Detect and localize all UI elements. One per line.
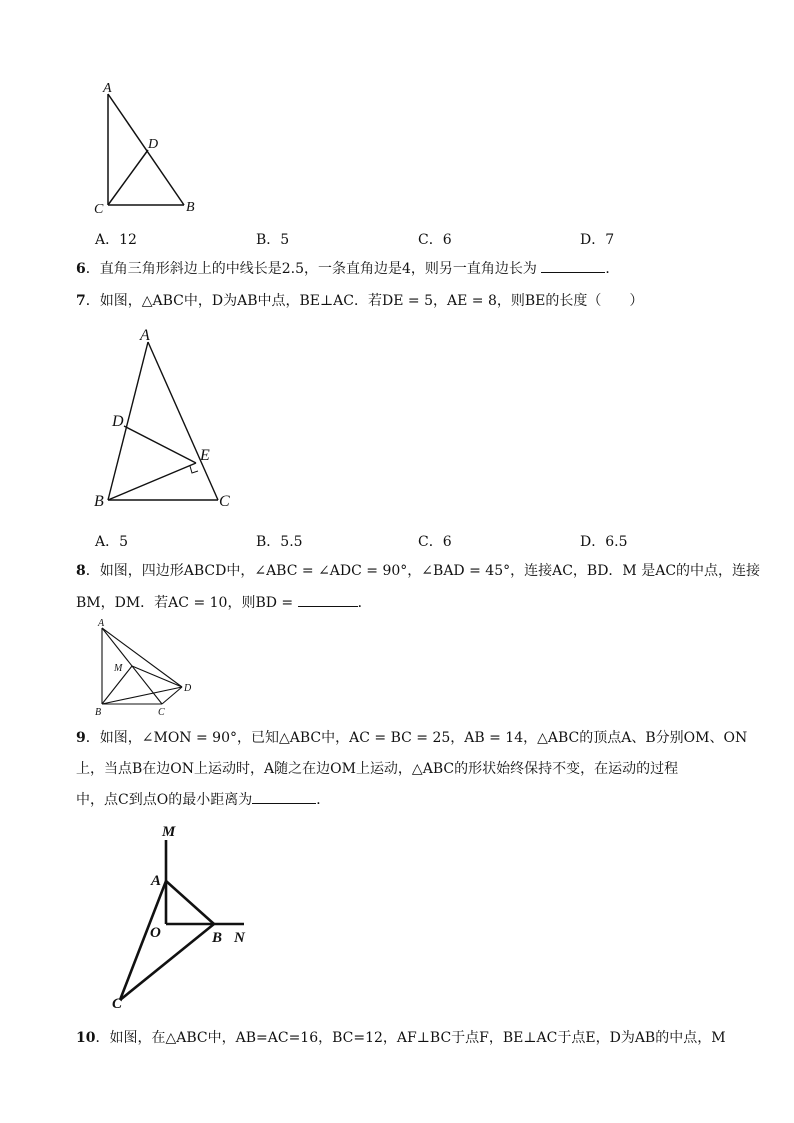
question-number: 6 (76, 261, 86, 277)
question-number: 7 (76, 293, 86, 309)
quadrilateral-diagram-q8 (88, 616, 208, 720)
label-a: A (140, 327, 150, 344)
answer-blank[interactable] (252, 789, 316, 804)
label-a: A (103, 81, 112, 96)
question-9-line-2 (76, 759, 678, 779)
triangle-diagram-q7 (88, 322, 248, 514)
question-10 (76, 1028, 726, 1048)
triangle-diagram-q5 (88, 78, 208, 218)
question-number: 10 (76, 1030, 96, 1046)
figure-q8 (88, 616, 208, 720)
label-b: B (186, 200, 195, 215)
q7-option-b[interactable]: B．5.5 (256, 534, 303, 550)
question-text: BM，DM．若AC = 10，则BD = (76, 595, 294, 611)
label-c: C (158, 707, 165, 718)
question-8-line-1 (76, 561, 760, 581)
q7-option-c[interactable]: C．6 (418, 534, 452, 550)
label-b: B (94, 493, 104, 510)
label-c: C (219, 493, 230, 510)
question-9-line-3 (76, 789, 330, 810)
label-b: B (95, 707, 102, 718)
label-m: M (114, 663, 123, 674)
question-6 (76, 258, 619, 279)
q7-option-d[interactable]: D．6.5 (580, 534, 628, 550)
q5-option-a[interactable]: A．12 (95, 232, 137, 248)
label-c: C (112, 996, 123, 1012)
question-text: 上，当点B在边ON上运动时，A随之在边OM上运动，△ABC的形状始终保持不变，在运动的过程 (76, 761, 679, 777)
label-e: E (200, 447, 210, 464)
figure-q9 (100, 818, 270, 1010)
question-end: ． (357, 595, 372, 611)
question-number: 9 (76, 730, 86, 746)
label-a: A (98, 618, 105, 629)
label-d: D (112, 413, 124, 430)
figure-q7 (88, 322, 248, 514)
question-text: 中，点C到点O的最小距离为 (76, 792, 253, 808)
q5-option-b[interactable]: B．5 (256, 232, 290, 248)
q5-option-d[interactable]: D．7 (580, 232, 615, 248)
answer-blank[interactable] (541, 258, 605, 273)
q7-option-a[interactable]: A．5 (95, 534, 129, 550)
moving-triangle-diagram-q9 (100, 818, 270, 1010)
question-number: 8 (76, 563, 86, 579)
label-b: B (212, 930, 223, 946)
label-o: O (150, 925, 161, 941)
label-n: N (234, 930, 245, 946)
label-d: D (148, 137, 159, 152)
question-9-line-1 (76, 728, 747, 748)
q5-option-c[interactable]: C．6 (418, 232, 452, 248)
question-text: ．如图，∠MON = 90°，已知△ABC中，AC = BC = 25，AB = 14，△ABC的顶点A、B分别OM、ON (85, 730, 748, 746)
question-text: ．如图，四边形ABCD中，∠ABC = ∠ADC = 90°，∠BAD = 45°，连接AC，BD．M 是AC的中点，连接 (85, 563, 761, 579)
question-end: ． (316, 792, 331, 808)
question-7 (76, 291, 643, 311)
label-a: A (151, 873, 162, 889)
question-8-line-2 (76, 592, 372, 613)
question-text: ．如图，△ABC中，D为AB中点，BE⊥AC．若DE = 5，AE = 8，则BE的长度（ ） (85, 293, 644, 309)
label-d: D (184, 683, 192, 694)
figure-q5 (88, 78, 208, 218)
question-text: ．直角三角形斜边上的中线长是2.5，一条直角边是4，则另一直角边长为 (85, 261, 537, 277)
answer-blank[interactable] (298, 592, 358, 607)
question-text: ．如图，在△ABC中，AB=AC=16，BC=12，AF⊥BC于点F，BE⊥AC于点E，D为AB的中点，M (95, 1030, 726, 1046)
question-end: ． (605, 261, 620, 277)
label-c: C (94, 202, 104, 217)
label-m: M (162, 824, 176, 840)
